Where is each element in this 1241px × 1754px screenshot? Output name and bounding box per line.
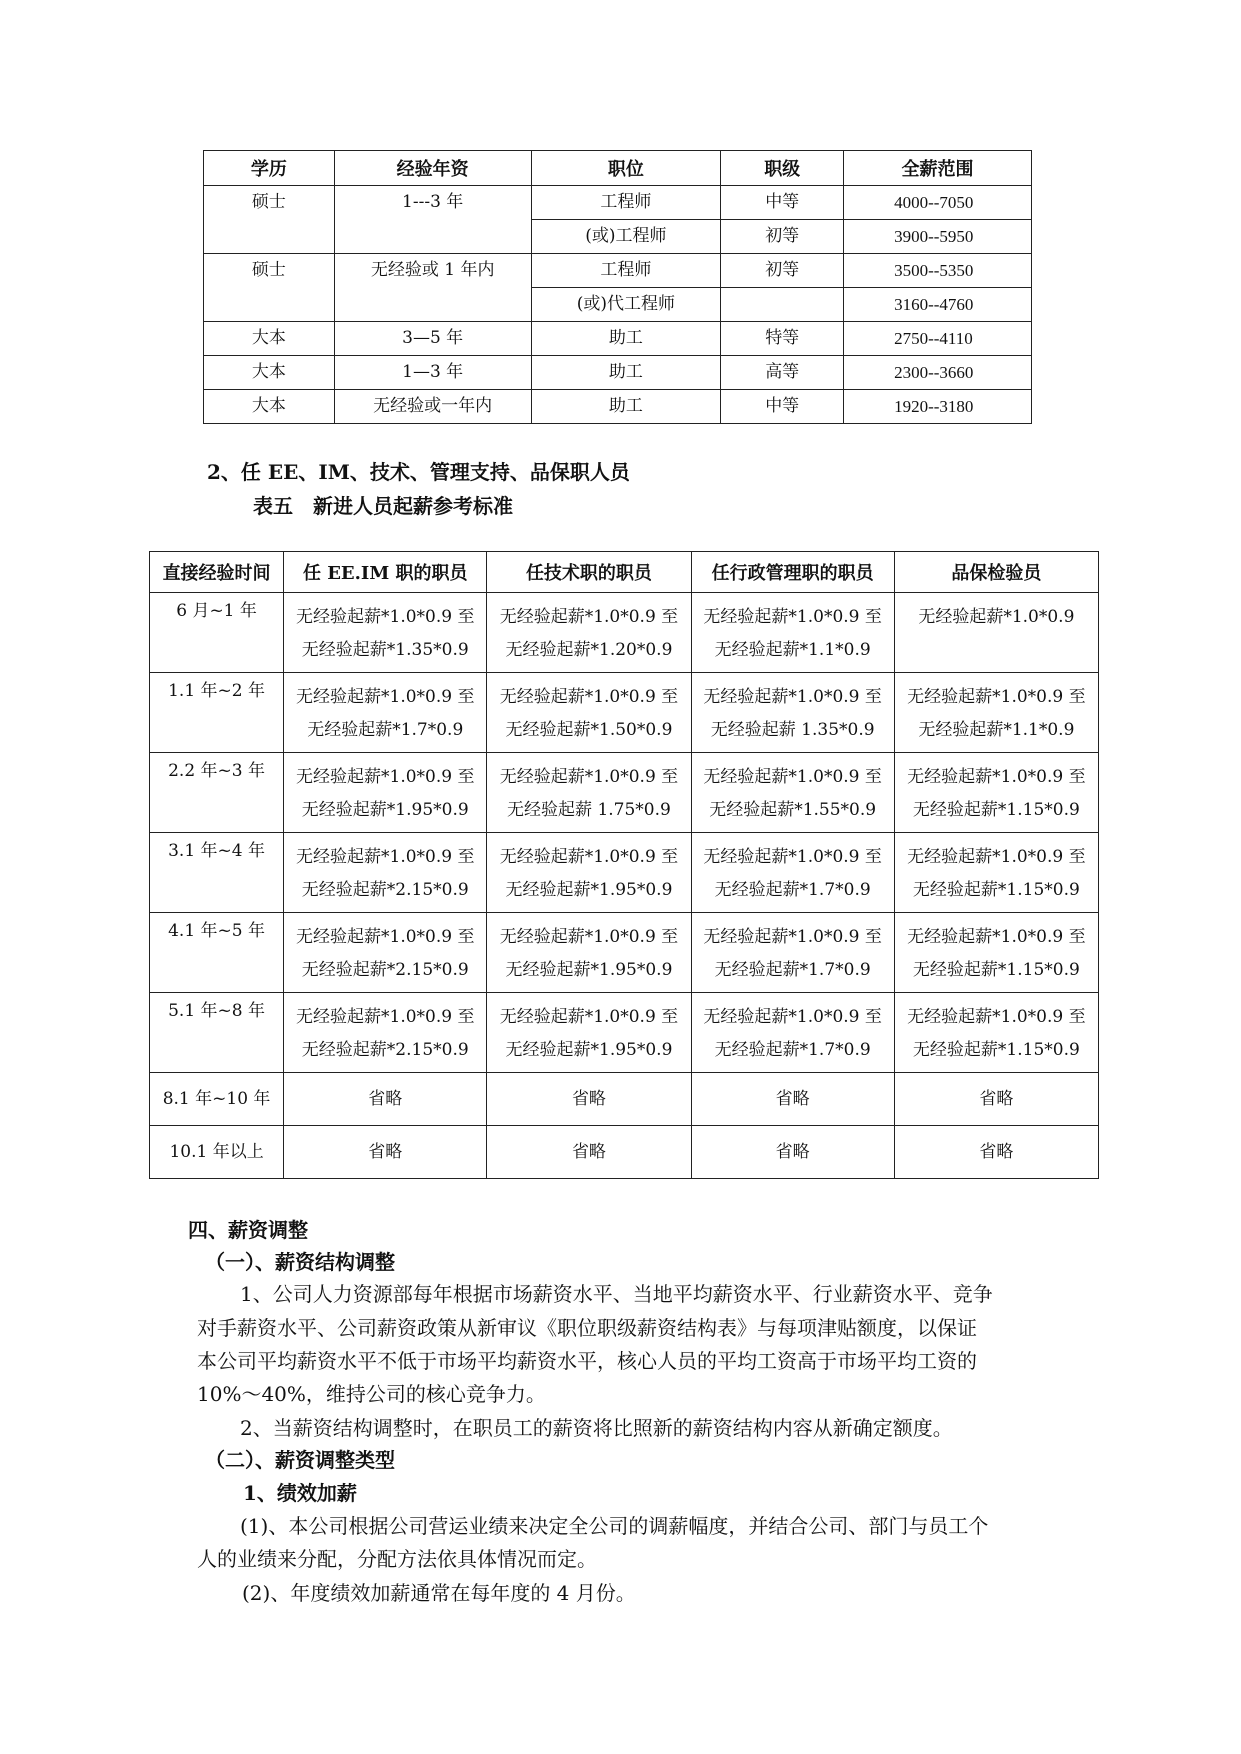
experience-cell: 8.1 年~10 年	[150, 1073, 284, 1126]
table-row	[150, 753, 1099, 833]
formula-line: 无经验起薪*1.0*0.9 至	[907, 767, 1086, 787]
formula-line: 无经验起薪*1.0*0.9	[918, 607, 1075, 627]
formula-line: 无经验起薪*1.35*0.9	[301, 640, 469, 660]
salary-range-cell: 4000--7050	[844, 186, 1032, 220]
grade-cell: 中等	[721, 186, 844, 220]
section-4-title: 四、薪资调整	[188, 1218, 308, 1242]
salary-formula-cell	[894, 993, 1098, 1073]
column-header: 任 EE.IM 职的职员	[284, 552, 487, 593]
table-row	[150, 1126, 1099, 1179]
table-row	[204, 390, 1032, 424]
formula-line: 无经验起薪*1.0*0.9 至	[703, 607, 882, 627]
experience-cell: 4.1 年~5 年	[150, 913, 284, 993]
experience-cell: 2.2 年~3 年	[150, 753, 284, 833]
formula-line: 无经验起薪*1.0*0.9 至	[907, 1007, 1086, 1027]
table-5-caption: 表五 新进人员起薪参考标准	[253, 494, 513, 518]
formula-line: 无经验起薪*1.7*0.9	[307, 720, 464, 740]
salary-formula-cell	[894, 833, 1098, 913]
omitted-cell: 省略	[894, 1073, 1098, 1126]
formula-line	[895, 634, 1098, 667]
salary-formula-cell	[691, 913, 894, 993]
table-row	[150, 833, 1099, 913]
formula-line: 无经验起薪*1.15*0.9	[912, 880, 1080, 900]
formula-line: 无经验起薪*1.0*0.9 至	[703, 687, 882, 707]
formula-line: 无经验起薪*1.15*0.9	[912, 1040, 1080, 1060]
experience-cell: 6 月~1 年	[150, 593, 284, 673]
formula-line: 无经验起薪*1.1*0.9	[918, 720, 1075, 740]
omitted-cell: 省略	[284, 1126, 487, 1179]
formula-line: 无经验起薪*1.20*0.9	[505, 640, 673, 660]
salary-formula-cell	[487, 833, 691, 913]
formula-line: 无经验起薪*2.15*0.9	[301, 880, 469, 900]
salary-formula-cell	[691, 993, 894, 1073]
formula-line: 无经验起薪*1.0*0.9 至	[296, 1007, 475, 1027]
formula-line: 无经验起薪*1.15*0.9	[912, 960, 1080, 980]
formula-line: 无经验起薪*1.0*0.9 至	[703, 767, 882, 787]
grade-cell: 初等	[721, 220, 844, 254]
subsection-2-item-1: 1、绩效加薪	[243, 1481, 357, 1505]
education-cell: 大本	[204, 356, 335, 390]
formula-line: 无经验起薪*1.0*0.9 至	[296, 607, 475, 627]
salary-formula-cell	[691, 593, 894, 673]
experience-cell: 1---3 年	[334, 186, 531, 254]
formula-line: 无经验起薪*2.15*0.9	[301, 960, 469, 980]
experience-cell: 1.1 年~2 年	[150, 673, 284, 753]
salary-formula-cell	[284, 673, 487, 753]
formula-line: 无经验起薪*1.95*0.9	[505, 880, 673, 900]
column-header: 任技术职的职员	[487, 552, 691, 593]
salary-range-cell: 3160--4760	[844, 288, 1032, 322]
salary-formula-cell	[894, 673, 1098, 753]
salary-formula-cell	[487, 913, 691, 993]
column-header: 品保检验员	[894, 552, 1098, 593]
salary-formula-cell	[284, 753, 487, 833]
salary-formula-cell	[894, 753, 1098, 833]
subsection-2-title: （二）、薪资调整类型	[205, 1448, 395, 1472]
salary-formula-cell	[487, 993, 691, 1073]
formula-line: 无经验起薪*1.0*0.9 至	[296, 687, 475, 707]
omitted-cell: 省略	[487, 1126, 691, 1179]
paragraph-3-line-1: (1)、本公司根据公司营运业绩来决定全公司的调薪幅度，并结合公司、部门与员工个	[240, 1514, 989, 1538]
position-cell: 助工	[531, 356, 721, 390]
column-header: 职级	[721, 151, 844, 186]
formula-line: 无经验起薪*1.55*0.9	[709, 800, 877, 820]
formula-line: 无经验起薪*1.95*0.9	[505, 960, 673, 980]
salary-formula-cell	[691, 673, 894, 753]
column-header: 经验年资	[334, 151, 531, 186]
salary-formula-cell	[487, 673, 691, 753]
formula-line: 无经验起薪*1.0*0.9 至	[703, 847, 882, 867]
salary-formula-cell	[894, 913, 1098, 993]
grade-cell: 特等	[721, 322, 844, 356]
grade-cell: 初等	[721, 254, 844, 288]
formula-line: 无经验起薪*2.15*0.9	[301, 1040, 469, 1060]
omitted-cell: 省略	[284, 1073, 487, 1126]
table-row	[204, 254, 1032, 288]
table-row	[150, 913, 1099, 993]
position-cell: (或)工程师	[531, 220, 721, 254]
column-header: 直接经验时间	[150, 552, 284, 593]
salary-formula-cell	[487, 753, 691, 833]
formula-line: 无经验起薪*1.0*0.9 至	[499, 687, 679, 707]
formula-line: 无经验起薪*1.0*0.9 至	[703, 1007, 882, 1027]
position-cell: (或)代工程师	[531, 288, 721, 322]
column-header: 职位	[531, 151, 721, 186]
table-row	[204, 186, 1032, 220]
salary-formula-cell	[284, 593, 487, 673]
paragraph-3-line-2: 人的业绩来分配，分配方法依具体情况而定。	[197, 1547, 597, 1571]
table-row	[204, 356, 1032, 390]
position-cell: 工程师	[531, 186, 721, 220]
formula-line: 无经验起薪*1.95*0.9	[505, 1040, 673, 1060]
grade-cell	[721, 288, 844, 322]
formula-line: 无经验起薪*1.0*0.9 至	[296, 927, 475, 947]
table-row	[150, 593, 1099, 673]
experience-cell: 5.1 年~8 年	[150, 993, 284, 1073]
formula-line: 无经验起薪*1.0*0.9 至	[499, 607, 679, 627]
formula-line: 无经验起薪*1.0*0.9 至	[499, 847, 679, 867]
experience-cell: 3—5 年	[334, 322, 531, 356]
formula-line: 无经验起薪*1.0*0.9 至	[296, 767, 475, 787]
experience-cell: 3.1 年~4 年	[150, 833, 284, 913]
grade-cell: 中等	[721, 390, 844, 424]
formula-line: 无经验起薪*1.7*0.9	[714, 880, 871, 900]
experience-cell: 无经验或一年内	[334, 390, 531, 424]
experience-cell: 1—3 年	[334, 356, 531, 390]
formula-line: 无经验起薪*1.50*0.9	[505, 720, 673, 740]
salary-range-cell: 2300--3660	[844, 356, 1032, 390]
formula-line: 无经验起薪*1.0*0.9 至	[907, 927, 1086, 947]
table-row	[150, 673, 1099, 753]
salary-range-cell: 1920--3180	[844, 390, 1032, 424]
salary-formula-cell	[487, 593, 691, 673]
column-header: 学历	[204, 151, 335, 186]
paragraph-2: 2、当薪资结构调整时，在职员工的薪资将比照新的薪资结构内容从新确定额度。	[240, 1416, 953, 1440]
formula-line: 无经验起薪*1.95*0.9	[301, 800, 469, 820]
salary-formula-cell	[691, 833, 894, 913]
salary-formula-cell	[284, 993, 487, 1073]
column-header: 任行政管理职的职员	[691, 552, 894, 593]
table-row	[204, 322, 1032, 356]
formula-line: 无经验起薪*1.15*0.9	[912, 800, 1080, 820]
salary-range-cell: 3900--5950	[844, 220, 1032, 254]
position-cell: 助工	[531, 390, 721, 424]
experience-cell: 10.1 年以上	[150, 1126, 284, 1179]
column-header: 全薪范围	[844, 151, 1032, 186]
salary-formula-cell	[691, 753, 894, 833]
formula-line: 无经验起薪*1.0*0.9 至	[499, 927, 679, 947]
formula-line: 无经验起薪*1.7*0.9	[714, 1040, 871, 1060]
table-header-row	[150, 552, 1099, 593]
formula-line: 无经验起薪 1.75*0.9	[507, 800, 671, 820]
table-row	[150, 993, 1099, 1073]
paragraph-1-line-2: 对手薪资水平、公司薪资政策从新审议《职位职级薪资结构表》与每项津贴额度，以保证	[197, 1316, 977, 1340]
paragraph-4: (2)、年度绩效加薪通常在每年度的 4 月份。	[242, 1581, 636, 1605]
section-2-title: 2、任 EE、IM、技术、管理支持、品保职人员	[207, 460, 630, 484]
formula-line: 无经验起薪*1.0*0.9 至	[296, 847, 475, 867]
education-cell: 大本	[204, 390, 335, 424]
experience-cell: 无经验或 1 年内	[334, 254, 531, 322]
education-cell: 大本	[204, 322, 335, 356]
salary-formula-cell	[894, 593, 1098, 673]
salary-range-cell: 2750--4110	[844, 322, 1032, 356]
salary-formula-cell	[284, 913, 487, 993]
formula-line: 无经验起薪 1.35*0.9	[710, 720, 875, 740]
formula-line: 无经验起薪*1.7*0.9	[714, 960, 871, 980]
salary-range-cell: 3500--5350	[844, 254, 1032, 288]
omitted-cell: 省略	[691, 1126, 894, 1179]
formula-line: 无经验起薪*1.0*0.9 至	[499, 767, 679, 787]
grade-cell: 高等	[721, 356, 844, 390]
salary-range-table	[203, 150, 1032, 424]
starting-salary-table	[149, 551, 1099, 1179]
formula-line: 无经验起薪*1.0*0.9 至	[499, 1007, 679, 1027]
table-header-row	[204, 151, 1032, 186]
formula-line: 无经验起薪*1.0*0.9 至	[907, 847, 1086, 867]
education-cell: 硕士	[204, 186, 335, 254]
table-row	[150, 1073, 1099, 1126]
omitted-cell: 省略	[691, 1073, 894, 1126]
subsection-1-title: （一）、薪资结构调整	[205, 1250, 395, 1274]
omitted-cell: 省略	[894, 1126, 1098, 1179]
paragraph-1-line-3: 本公司平均薪资水平不低于市场平均薪资水平，核心人员的平均工资高于市场平均工资的	[197, 1349, 977, 1373]
formula-line: 无经验起薪*1.1*0.9	[714, 640, 871, 660]
education-cell: 硕士	[204, 254, 335, 322]
paragraph-1-line-1: 1、公司人力资源部每年根据市场薪资水平、当地平均薪资水平、行业薪资水平、竞争	[240, 1282, 993, 1306]
paragraph-1-line-4: 10%～40%，维持公司的核心竞争力。	[197, 1382, 546, 1406]
omitted-cell: 省略	[487, 1073, 691, 1126]
salary-formula-cell	[284, 833, 487, 913]
position-cell: 助工	[531, 322, 721, 356]
formula-line: 无经验起薪*1.0*0.9 至	[703, 927, 882, 947]
formula-line: 无经验起薪*1.0*0.9 至	[907, 687, 1086, 707]
position-cell: 工程师	[531, 254, 721, 288]
